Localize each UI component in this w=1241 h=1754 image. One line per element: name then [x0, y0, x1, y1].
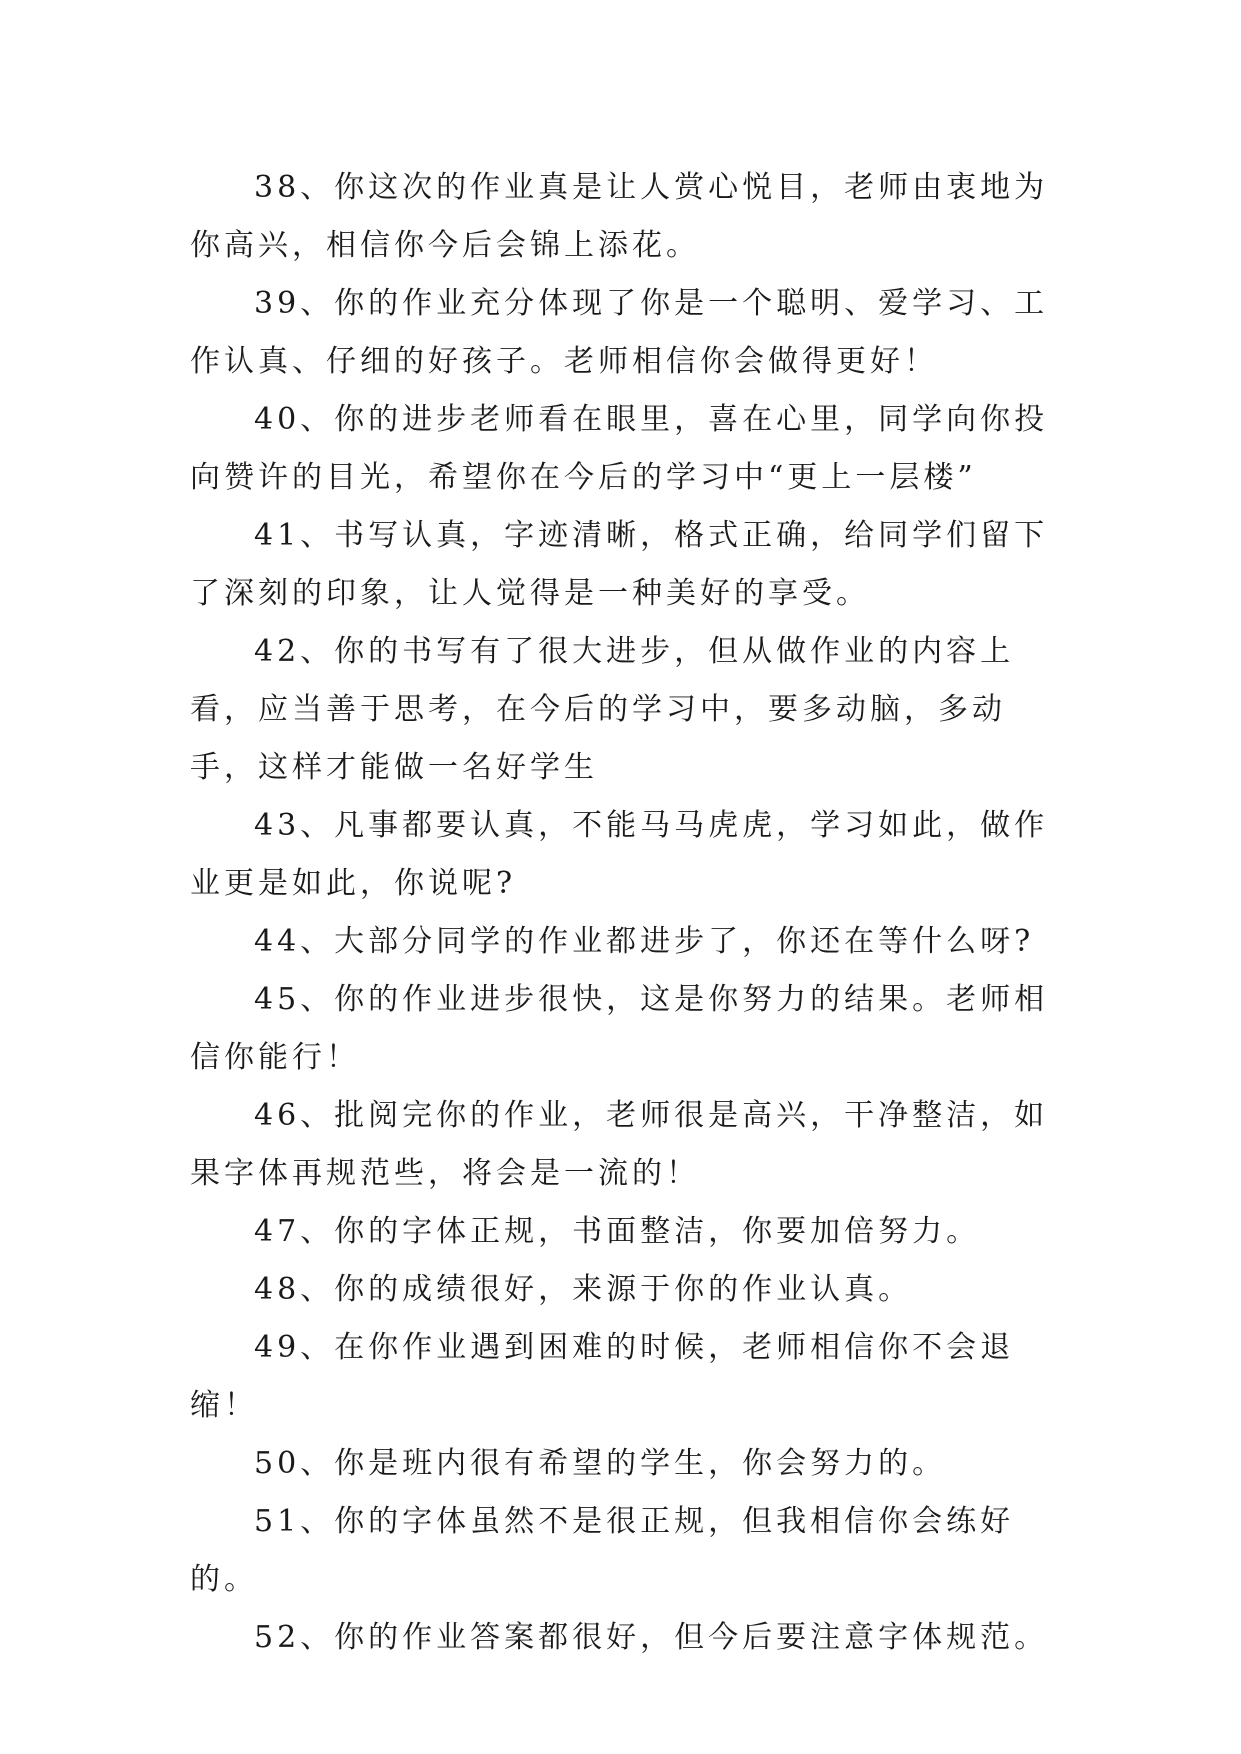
comment-paragraph-41: 41、书写认真，字迹清晰，格式正确，给同学们留下了深刻的印象，让人觉得是一种美好的享受。: [190, 518, 1049, 611]
comment-paragraph-45: 45、你的作业进步很快，这是你努力的结果。老师相信你能行！: [190, 982, 1049, 1075]
comment-paragraph-46: 46、批阅完你的作业，老师很是高兴，干净整洁，如果字体再规范些，将会是一流的！: [190, 1098, 1049, 1191]
document-body: [190, 159, 1070, 1667]
comment-paragraph-49: 49、在你作业遇到困难的时候，老师相信你不会退缩！: [190, 1330, 1015, 1423]
comment-paragraph-40: 40、你的进步老师看在眼里，喜在心里，同学向你投向赞许的目光，希望你在今后的学习中“更上一层楼”: [190, 402, 1049, 495]
comment-paragraph-43: 43、凡事都要认真，不能马马虎虎，学习如此，做作业更是如此，你说呢?: [190, 808, 1049, 901]
comment-paragraph-42: 42、你的书写有了很大进步，但从做作业的内容上看，应当善于思考，在今后的学习中，要多动脑，多动手，这样才能做一名好学生: [190, 634, 1015, 785]
comment-paragraph-44: 44、大部分同学的作业都进步了，你还在等什么呀?: [254, 924, 1035, 959]
comment-paragraph-48: 48、你的成绩很好，来源于你的作业认真。: [254, 1272, 913, 1307]
comment-paragraph-47: 47、你的字体正规，书面整洁，你要加倍努力。: [254, 1214, 981, 1249]
comment-paragraph-52: 52、你的作业答案都很好，但今后要注意字体规范。: [254, 1620, 1049, 1655]
comment-paragraph-50: 50、你是班内很有希望的学生，你会努力的。: [254, 1446, 947, 1481]
comment-paragraph-51: 51、你的字体虽然不是很正规，但我相信你会练好的。: [190, 1504, 1015, 1597]
comment-paragraph-39: 39、你的作业充分体现了你是一个聪明、爱学习、工作认真、仔细的好孩子。老师相信你会做得更好！: [190, 286, 1049, 379]
comment-paragraph-38: 38、你这次的作业真是让人赏心悦目，老师由衷地为你高兴，相信你今后会锦上添花。: [190, 170, 1049, 263]
